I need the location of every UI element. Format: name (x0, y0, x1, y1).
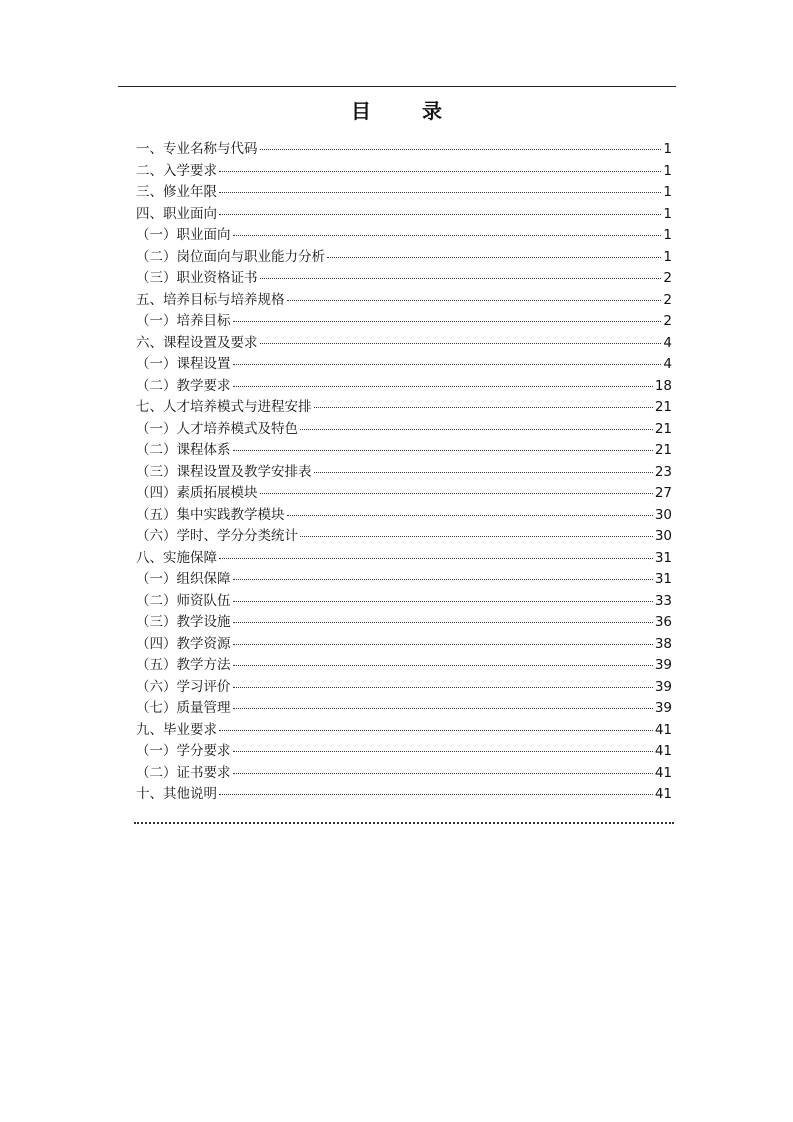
toc-dot-leader (260, 493, 653, 494)
toc-dot-leader (300, 429, 653, 430)
toc-entry-page-number: 39 (654, 678, 672, 695)
toc-entry[interactable] (136, 655, 672, 677)
toc-entry-page-number: 30 (654, 506, 672, 523)
toc-dot-leader (233, 579, 653, 580)
toc-entry[interactable] (136, 139, 672, 161)
toc-entry[interactable] (136, 569, 672, 591)
toc-entry-label: （七）质量管理 (136, 700, 231, 716)
toc-dot-leader (233, 235, 662, 236)
toc-dot-leader (233, 687, 653, 688)
bottom-dotted-rule (134, 818, 674, 824)
toc-entry-page-number: 41 (654, 786, 672, 802)
toc-dot-leader (233, 364, 662, 365)
toc-entry-page-number: 41 (654, 743, 672, 759)
toc-dot-leader (219, 171, 661, 172)
toc-entry-label: 二、入学要求 (136, 162, 217, 179)
toc-entry-label: （二）课程体系 (136, 442, 231, 458)
toc-dot-leader (219, 192, 661, 193)
toc-entry[interactable] (136, 505, 672, 527)
toc-entry-page-number: 1 (663, 141, 672, 157)
toc-entry[interactable] (136, 548, 672, 570)
toc-entry[interactable] (136, 612, 672, 634)
toc-dot-leader (233, 601, 653, 602)
toc-entry-label: 十、其他说明 (136, 786, 217, 802)
toc-entry-label: 四、职业面向 (136, 205, 217, 222)
toc-entry-label: （二）教学要求 (136, 377, 231, 394)
toc-entry-page-number: 33 (654, 592, 672, 609)
toc-entry[interactable] (136, 741, 672, 763)
toc-entry[interactable] (136, 440, 672, 462)
toc-entry-label: （二）岗位面向与职业能力分析 (136, 248, 325, 265)
toc-entry-page-number: 4 (663, 334, 672, 351)
toc-entry[interactable] (136, 225, 672, 247)
toc-entry[interactable] (136, 354, 672, 376)
toc-entry-label: （三）职业资格证书 (136, 270, 258, 286)
toc-dot-leader (233, 773, 653, 774)
toc-entry-page-number: 4 (663, 356, 672, 372)
toc-dot-leader (300, 536, 653, 537)
toc-entry-label: （六）学时、学分分类统计 (136, 528, 298, 544)
toc-entry-label: （四）素质拓展模块 (136, 485, 258, 501)
toc-entry-label: （六）学习评价 (136, 678, 231, 695)
toc-entry-page-number: 27 (654, 485, 672, 501)
toc-entry-label: （二）师资队伍 (136, 592, 231, 609)
toc-entry-page-number: 21 (654, 399, 672, 415)
toc-entry-page-number: 41 (654, 764, 672, 781)
toc-entry-page-number: 36 (654, 614, 672, 630)
toc-entry-label: 七、人才培养模式与进程安排 (136, 399, 312, 415)
toc-dot-leader (219, 558, 653, 559)
toc-dot-leader (314, 407, 653, 408)
toc-entry[interactable] (136, 698, 672, 720)
toc-entry-label: 五、培养目标与培养规格 (136, 291, 285, 308)
toc-dot-leader (260, 149, 662, 150)
toc-entry-label: （一）课程设置 (136, 356, 231, 372)
toc-entry-label: （四）教学资源 (136, 635, 231, 652)
toc-entry[interactable] (136, 419, 672, 441)
toc-entry-page-number: 23 (654, 463, 672, 480)
toc-dot-leader (219, 730, 653, 731)
toc-entry[interactable] (136, 591, 672, 613)
toc-dot-leader (233, 708, 653, 709)
toc-dot-leader (219, 214, 661, 215)
toc-dot-leader (233, 450, 653, 451)
toc-entry-label: 一、专业名称与代码 (136, 141, 258, 157)
toc-entry[interactable] (136, 784, 672, 806)
toc-entry[interactable] (136, 333, 672, 355)
toc-entry-page-number: 1 (663, 184, 672, 200)
toc-entry-label: （一）培养目标 (136, 313, 231, 329)
toc-entry-page-number: 39 (654, 657, 672, 673)
table-of-contents (136, 139, 672, 806)
toc-entry-page-number: 39 (654, 700, 672, 716)
toc-entry-page-number: 1 (663, 248, 672, 265)
toc-entry-label: 六、课程设置及要求 (136, 334, 258, 351)
toc-entry-label: （一）学分要求 (136, 743, 231, 759)
toc-entry[interactable] (136, 311, 672, 333)
toc-dot-leader (233, 665, 653, 666)
toc-entry-page-number: 18 (654, 377, 672, 394)
toc-entry[interactable] (136, 763, 672, 785)
toc-dot-leader (260, 278, 662, 279)
toc-entry-label: 九、毕业要求 (136, 721, 217, 738)
toc-entry-label: （三）课程设置及教学安排表 (136, 463, 312, 480)
toc-entry-page-number: 31 (654, 549, 672, 566)
toc-entry-label: （三）教学设施 (136, 614, 231, 630)
toc-entry-label: 八、实施保障 (136, 549, 217, 566)
toc-entry[interactable] (136, 483, 672, 505)
toc-dot-leader (219, 794, 653, 795)
toc-entry-label: （五）集中实践教学模块 (136, 506, 285, 523)
toc-entry[interactable] (136, 376, 672, 398)
toc-dot-leader (314, 472, 653, 473)
toc-dot-leader (327, 257, 661, 258)
toc-entry[interactable] (136, 247, 672, 269)
toc-entry-label: （二）证书要求 (136, 764, 231, 781)
toc-entry-page-number: 2 (663, 313, 672, 329)
toc-entry[interactable] (136, 268, 672, 290)
toc-dot-leader (233, 386, 653, 387)
toc-entry-label: （一）组织保障 (136, 571, 231, 587)
toc-dot-leader (287, 515, 653, 516)
toc-entry-page-number: 1 (663, 205, 672, 222)
toc-entry[interactable] (136, 634, 672, 656)
header-rule (118, 86, 676, 87)
toc-dot-leader (233, 321, 662, 322)
toc-dot-leader (233, 622, 653, 623)
toc-entry-page-number: 38 (654, 635, 672, 652)
toc-entry[interactable] (136, 290, 672, 312)
toc-entry[interactable] (136, 182, 672, 204)
toc-entry-page-number: 30 (654, 528, 672, 544)
toc-entry[interactable] (136, 677, 672, 699)
toc-entry-label: （一）职业面向 (136, 227, 231, 243)
toc-entry[interactable] (136, 462, 672, 484)
toc-dot-leader (260, 343, 662, 344)
toc-entry[interactable] (136, 204, 672, 226)
toc-entry-label: （五）教学方法 (136, 657, 231, 673)
toc-entry[interactable] (136, 397, 672, 419)
toc-entry[interactable] (136, 161, 672, 183)
toc-dot-leader (233, 751, 653, 752)
toc-entry-page-number: 41 (654, 721, 672, 738)
toc-title: 目 录 (351, 99, 464, 123)
toc-entry-page-number: 1 (663, 162, 672, 179)
toc-entry-page-number: 31 (654, 571, 672, 587)
toc-entry-page-number: 21 (654, 420, 672, 437)
toc-entry-label: （一）人才培养模式及特色 (136, 420, 298, 437)
toc-entry-page-number: 1 (663, 227, 672, 243)
toc-entry[interactable] (136, 526, 672, 548)
toc-entry-page-number: 2 (663, 291, 672, 308)
toc-entry[interactable] (136, 720, 672, 742)
toc-dot-leader (287, 300, 662, 301)
toc-entry-page-number: 2 (663, 270, 672, 286)
toc-entry-page-number: 21 (654, 442, 672, 458)
toc-dot-leader (233, 644, 653, 645)
toc-entry-label: 三、修业年限 (136, 184, 217, 200)
